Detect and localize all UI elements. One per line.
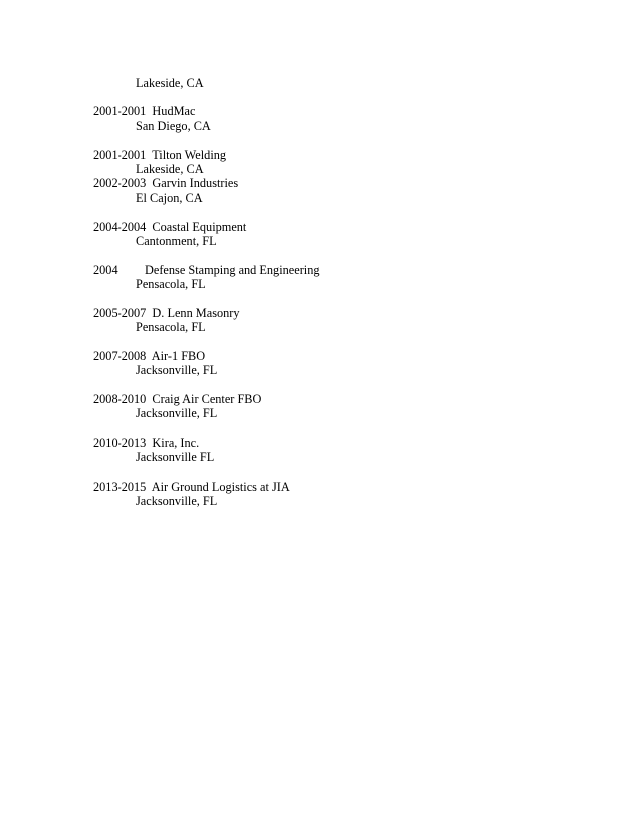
employment-entry: 2002-2003 Garvin Industries (93, 176, 239, 190)
employment-entry: 2001-2001 HudMac (93, 104, 196, 118)
employment-employer: Defense Stamping and Engineering (145, 263, 320, 277)
location-line: San Diego, CA (136, 119, 211, 133)
location-line: Jacksonville, FL (136, 406, 218, 420)
location-line: Lakeside, CA (136, 162, 204, 176)
employment-entry: 2005-2007 D. Lenn Masonry (93, 306, 240, 320)
location-line: Jacksonville, FL (136, 494, 218, 508)
location-line: Lakeside, CA (136, 76, 204, 90)
location-line: Cantonment, FL (136, 234, 217, 248)
employment-entry: 2001-2001 Tilton Welding (93, 148, 227, 162)
location-line: Pensacola, FL (136, 320, 206, 334)
location-line: Jacksonville FL (136, 450, 215, 464)
employment-year: 2004 (93, 263, 118, 277)
location-line: Pensacola, FL (136, 277, 206, 291)
employment-entry: 2007-2008 Air-1 FBO (93, 349, 206, 363)
employment-entry: 2013-2015 Air Ground Logistics at JIA (93, 480, 290, 494)
employment-entry: 2010-2013 Kira, Inc. (93, 436, 200, 450)
location-line: El Cajon, CA (136, 191, 203, 205)
employment-entry: 2004-2004 Coastal Equipment (93, 220, 247, 234)
employment-entry: 2008-2010 Craig Air Center FBO (93, 392, 262, 406)
location-line: Jacksonville, FL (136, 363, 218, 377)
